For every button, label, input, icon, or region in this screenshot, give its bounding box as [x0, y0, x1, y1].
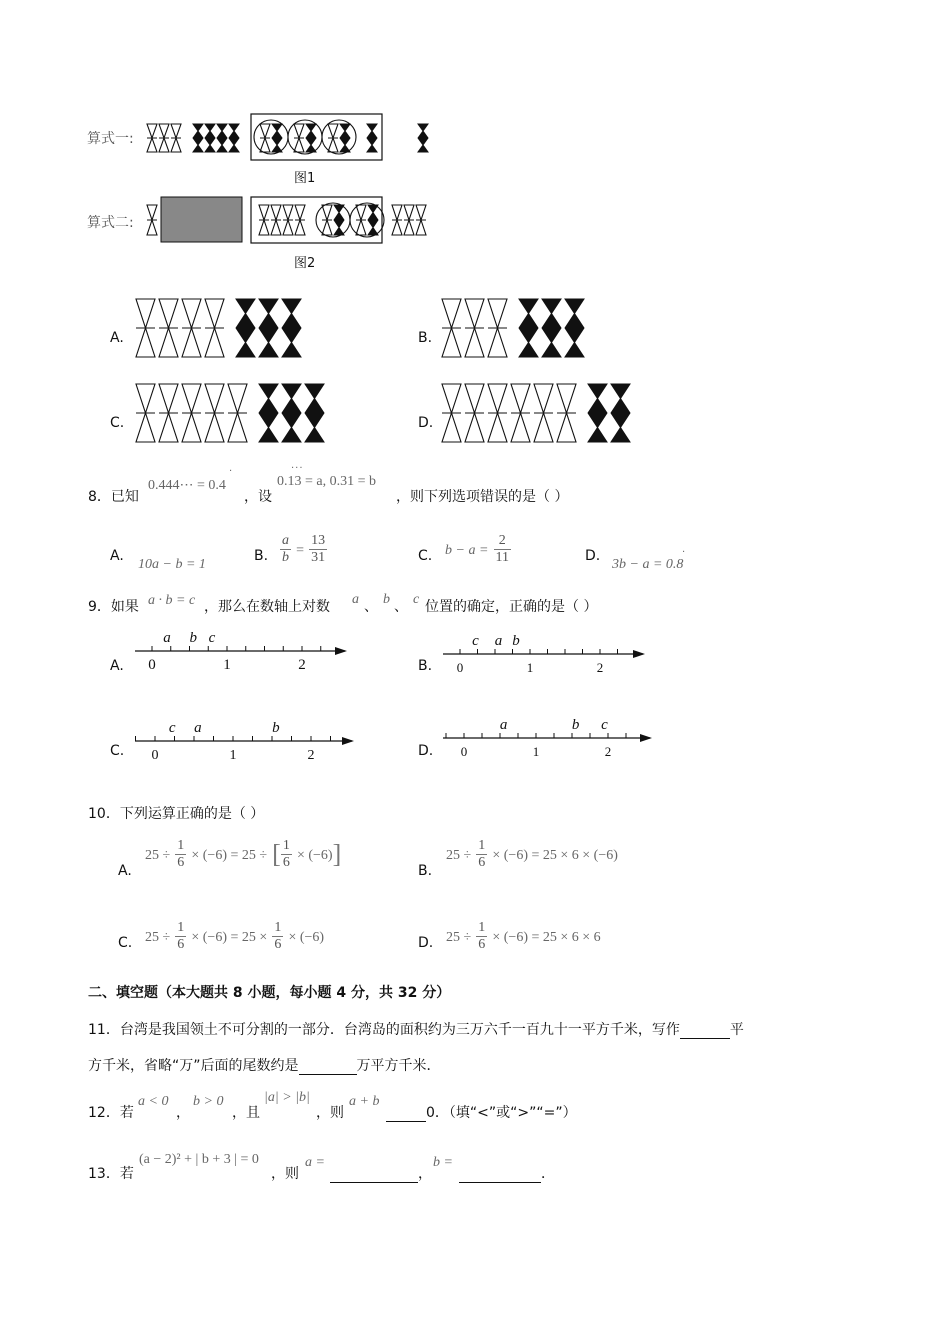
q8b-rhs-den: 31	[311, 550, 326, 565]
hollow-hourglass-icon	[404, 205, 414, 235]
q13-math-2: a =	[305, 1155, 325, 1170]
q10-option-b-expr[interactable]	[446, 838, 618, 871]
q10d-end: × (−6) = 25 × 6 × 6	[492, 930, 601, 945]
q10c-num2: 1	[274, 920, 282, 935]
solid-diamond-icon	[542, 299, 561, 357]
q10a-num2: 1	[282, 838, 290, 853]
tick-label: 0	[151, 748, 159, 763]
q13-math-1: (a − 2)² + | b + 3 | = 0	[139, 1152, 259, 1167]
hollow-hourglass-icon	[147, 124, 157, 152]
q9-number: 9．	[88, 599, 111, 615]
solid-diamond-icon	[282, 299, 301, 357]
hollow-hourglass-icon	[442, 384, 461, 442]
hollow-hourglass-icon	[182, 299, 201, 357]
q8-repeat-dots-2: ···	[291, 463, 304, 474]
point-label-c: c	[472, 633, 479, 649]
q13-stem-start	[88, 1163, 134, 1183]
q8d-repeat-dot: ·	[682, 547, 686, 558]
fig1-hollow-group	[147, 124, 181, 152]
q9-text-1: 如果	[110, 599, 139, 615]
solid-diamond-icon	[217, 124, 227, 152]
q10-option-a-expr[interactable]	[145, 838, 341, 871]
solid-diamond-icon	[519, 299, 538, 357]
q10a-mid: × (−6) = 25 ÷	[191, 848, 268, 863]
q13-blank-a[interactable]	[330, 1167, 418, 1183]
axis-arrow-icon	[633, 650, 645, 658]
hollow-hourglass-icon	[465, 384, 484, 442]
fig2-hollow-single	[147, 205, 157, 235]
q10c-mid: × (−6) = 25 ×	[191, 930, 268, 945]
solid-diamond-icon	[418, 124, 428, 152]
q10-option-d-letter[interactable]: D.	[418, 935, 434, 951]
section-2-heading: 二、填空题（本大题共 8 小题，每小题 4 分，共 32 分）	[88, 985, 451, 1001]
fig1-box-content	[254, 120, 377, 154]
q9-var-b: b	[383, 592, 390, 607]
q8c-rhs-num: 2	[494, 533, 511, 550]
q9-stem-start	[88, 596, 139, 616]
hollow-hourglass-icon	[147, 205, 157, 235]
q10a-bracket-open: [	[272, 839, 281, 869]
solid-diamond-icon	[340, 124, 350, 152]
q8b-lhs-num: a	[282, 533, 289, 548]
q7-option-b-figure[interactable]	[441, 297, 671, 359]
q11-text-1-end: 平	[729, 1022, 744, 1038]
solid-diamond-icon	[236, 299, 255, 357]
q12-text-4: ，则	[316, 1105, 344, 1121]
fig1-solid-group	[193, 124, 239, 152]
figure-1-caption: 图1	[294, 171, 316, 186]
q9-math-1: a · b = c	[148, 593, 196, 608]
q12-tail	[386, 1102, 577, 1122]
q12-math-3: |a| > |b|	[264, 1090, 310, 1105]
q12-text-5: 0．（填“<”或“>”“=”）	[426, 1105, 577, 1121]
q10c-end: × (−6)	[288, 930, 325, 945]
q10c-den2: 6	[274, 937, 282, 952]
hollow-hourglass-icon	[465, 299, 484, 357]
q12-text-2: ，	[176, 1105, 190, 1121]
q8-text-2: ，设	[244, 489, 272, 505]
solid-diamond-icon	[334, 205, 344, 235]
hollow-hourglass-icon	[416, 205, 426, 235]
solid-diamond-icon	[565, 299, 584, 357]
q9-option-a-numberline[interactable]	[130, 624, 360, 678]
tick-label: 2	[604, 744, 612, 759]
q10a-left: 25 ÷	[145, 848, 171, 863]
fig2-box-content	[259, 203, 384, 237]
q10a-den2: 6	[282, 855, 290, 870]
tick-label: 1	[532, 744, 540, 759]
q7-option-c-figure[interactable]	[135, 382, 365, 444]
hollow-hourglass-icon	[136, 299, 155, 357]
q9-var-a: a	[352, 592, 359, 607]
hollow-hourglass-icon	[557, 384, 576, 442]
q9-option-c-numberline[interactable]	[130, 713, 365, 765]
point-label-b: b	[189, 630, 197, 646]
hollow-hourglass-icon	[283, 205, 293, 235]
tick-label: 1	[223, 657, 231, 673]
q12-math-2: b > 0	[193, 1094, 224, 1109]
q7-option-b-letter[interactable]: B.	[418, 330, 433, 346]
q9-option-c-letter[interactable]: C.	[110, 743, 125, 759]
hollow-hourglass-icon	[260, 124, 270, 152]
fig1-extra-solid	[418, 124, 428, 152]
q10b-left: 25 ÷	[446, 848, 472, 863]
q9-option-b-numberline[interactable]	[438, 628, 658, 678]
q9-option-d-letter[interactable]: D.	[418, 743, 434, 759]
q10b-end: × (−6) = 25 × 6 × (−6)	[492, 848, 618, 863]
hollow-hourglass-icon	[488, 299, 507, 357]
q10c-left: 25 ÷	[145, 930, 171, 945]
formula-two-label: 算式二:	[87, 215, 134, 231]
q9-text-3: 位置的确定，正确的是（ ）	[425, 599, 598, 615]
q10-option-d-expr[interactable]	[446, 920, 601, 953]
q8-option-b-letter[interactable]: B.	[254, 548, 269, 564]
q8c-lhs: b − a =	[445, 543, 489, 558]
hollow-hourglass-icon	[271, 205, 281, 235]
q10c-den: 6	[177, 937, 185, 952]
q10-stem	[88, 803, 264, 823]
hollow-hourglass-icon	[295, 205, 305, 235]
q10-option-a-letter[interactable]: A.	[118, 863, 132, 879]
q10-option-c-expr[interactable]	[145, 920, 324, 953]
q9-option-b-letter[interactable]: B.	[418, 658, 433, 674]
q7-option-c-letter[interactable]: C.	[110, 415, 125, 431]
q13-text-2: ，则	[271, 1166, 299, 1182]
hollow-hourglass-icon	[259, 205, 269, 235]
q7-option-d-letter[interactable]: D.	[418, 415, 434, 431]
q11-text-1: 台湾是我国领土不可分割的一部分．台湾岛的面积约为三万六千一百九十一平方千米，写作	[119, 1022, 680, 1038]
q8-option-b-expr[interactable]	[280, 533, 327, 566]
group-circle	[254, 120, 288, 154]
tick-label: 2	[596, 660, 604, 675]
fig2-shaded-rect	[161, 197, 242, 242]
q8-option-d-expr[interactable]: 3b − a = 0.8	[612, 557, 684, 572]
hollow-hourglass-icon	[159, 299, 178, 357]
q12-text-1: 若	[119, 1105, 134, 1121]
hollow-hourglass-icon	[205, 384, 224, 442]
group-circle	[350, 203, 384, 237]
axis-arrow-icon	[335, 647, 347, 655]
q11-blank-1[interactable]	[680, 1023, 730, 1039]
q8-repeat-dot: ·	[229, 466, 233, 477]
q8-option-c-expr[interactable]	[445, 533, 511, 566]
point-label-c: c	[601, 717, 608, 733]
formula-one-label: 算式一:	[87, 131, 134, 147]
solid-diamond-icon	[272, 124, 282, 152]
solid-diamond-icon	[282, 384, 301, 442]
q8c-rhs-den: 11	[495, 550, 509, 565]
fig2-extra-hollow	[392, 205, 426, 235]
hollow-hourglass-icon	[136, 384, 155, 442]
solid-diamond-icon	[368, 205, 378, 235]
q11-blank-2[interactable]	[299, 1059, 357, 1075]
q8-text-3: ，则下列选项错误的是（ ）	[396, 489, 569, 505]
point-label-c: c	[208, 630, 216, 646]
q8-stem	[88, 486, 139, 506]
point-label-b: b	[512, 633, 520, 649]
q12-math-4: a + b	[349, 1094, 380, 1109]
q8-number: 8．	[88, 489, 111, 505]
q12-text-3: ，且	[232, 1105, 260, 1121]
tick-label: 1	[526, 660, 534, 675]
group-circle	[316, 203, 350, 237]
tick-label: 0	[456, 660, 464, 675]
q9-sep-1: 、	[364, 599, 378, 615]
tick-label: 2	[307, 748, 315, 763]
q13-text-4: ．	[541, 1166, 555, 1182]
solid-diamond-icon	[306, 124, 316, 152]
q9-var-c: c	[413, 592, 420, 607]
q13-text-3: ，	[418, 1166, 432, 1182]
solid-diamond-icon	[259, 299, 278, 357]
point-label-a: a	[494, 633, 503, 649]
q13-blank-2-wrap	[459, 1163, 555, 1183]
hollow-hourglass-icon	[328, 124, 338, 152]
q8-option-d-letter[interactable]: D.	[585, 548, 601, 564]
q8-math-2: 0.13 = a, 0.31 = b	[277, 474, 377, 489]
solid-diamond-icon	[205, 124, 215, 152]
q13-blank-b[interactable]	[459, 1167, 541, 1183]
q9-option-a-letter[interactable]: A.	[110, 658, 124, 674]
hollow-hourglass-icon	[392, 205, 402, 235]
q8-text-1: 已知	[110, 489, 139, 505]
q10-option-c-letter[interactable]: C.	[118, 935, 133, 951]
q10b-num: 1	[478, 838, 486, 853]
q10b-den: 6	[478, 855, 486, 870]
point-label-a: a	[163, 630, 171, 646]
hollow-hourglass-icon	[511, 384, 530, 442]
q9-text-2: ，那么在数轴上对数	[204, 599, 330, 615]
q8-option-a-expr[interactable]: 10a − b = 1	[138, 557, 206, 572]
q9-option-d-numberline[interactable]	[438, 710, 663, 764]
q8-option-a-letter[interactable]: A.	[110, 548, 124, 564]
axis-arrow-icon	[342, 737, 354, 745]
figure-2-caption: 图2	[294, 256, 316, 271]
q7-option-a-letter[interactable]: A.	[110, 330, 124, 346]
q10-number: 10．	[88, 806, 120, 822]
solid-diamond-icon	[305, 384, 324, 442]
q10a-num: 1	[177, 838, 185, 853]
figure-2	[145, 195, 445, 245]
q8b-equals: =	[296, 543, 304, 558]
hollow-hourglass-icon	[228, 384, 247, 442]
point-label-a: a	[194, 720, 202, 736]
point-label-b: b	[571, 717, 580, 733]
q12-math-1: a < 0	[138, 1094, 169, 1109]
solid-diamond-icon	[193, 124, 203, 152]
solid-diamond-icon	[611, 384, 630, 442]
hollow-hourglass-icon	[294, 124, 304, 152]
group-circle	[288, 120, 322, 154]
group-circle	[322, 120, 356, 154]
fig1-box	[251, 114, 382, 160]
q10d-den: 6	[478, 937, 486, 952]
q8b-lhs-den: b	[282, 550, 289, 565]
hollow-hourglass-icon	[171, 124, 181, 152]
solid-diamond-icon	[229, 124, 239, 152]
q10-text: 下列运算正确的是（ ）	[119, 806, 265, 822]
point-label-a: a	[499, 717, 508, 733]
tick-label: 0	[460, 744, 468, 759]
q13-blank-1-wrap	[330, 1163, 432, 1183]
point-label-b: b	[272, 720, 280, 736]
hollow-hourglass-icon	[159, 384, 178, 442]
figure-1	[145, 112, 445, 162]
q10-option-b-letter[interactable]: B.	[418, 863, 433, 879]
q13-text-1: 若	[119, 1166, 134, 1182]
hollow-hourglass-icon	[205, 299, 224, 357]
hollow-hourglass-icon	[182, 384, 201, 442]
q10a-den: 6	[177, 855, 185, 870]
q10a-end: × (−6)	[296, 848, 333, 863]
q7-option-a-figure[interactable]	[135, 297, 365, 359]
q10d-left: 25 ÷	[446, 930, 472, 945]
q10d-num: 1	[478, 920, 486, 935]
solid-diamond-icon	[588, 384, 607, 442]
q11-text-2a: 方千米，省略“万”后面的尾数约是	[88, 1058, 299, 1074]
q8b-rhs-num: 13	[311, 533, 326, 548]
q8-math-1: 0.444⋯ = 0.4	[148, 478, 226, 493]
q13-math-3: b =	[433, 1155, 453, 1170]
q10a-bracket-close: ]	[332, 839, 342, 869]
q11-line-1	[88, 1019, 744, 1039]
q13-number: 13．	[88, 1166, 120, 1182]
q11-number: 11．	[88, 1022, 120, 1038]
solid-diamond-icon	[367, 124, 377, 152]
hollow-hourglass-icon	[534, 384, 553, 442]
hollow-hourglass-icon	[442, 299, 461, 357]
hollow-hourglass-icon	[488, 384, 507, 442]
q12-blank[interactable]	[386, 1106, 426, 1122]
q7-option-d-figure[interactable]	[441, 382, 671, 444]
hollow-hourglass-icon	[159, 124, 169, 152]
q8-option-c-letter[interactable]: C.	[418, 548, 433, 564]
tick-label: 2	[298, 657, 306, 673]
q11-text-2b: 万平方千米．	[356, 1058, 441, 1074]
hollow-hourglass-icon	[322, 205, 332, 235]
tick-label: 1	[229, 748, 237, 763]
q10c-num: 1	[177, 920, 185, 935]
solid-diamond-icon	[259, 384, 278, 442]
tick-label: 0	[148, 657, 156, 673]
q12-number: 12．	[88, 1105, 120, 1121]
q12-stem-start	[88, 1102, 134, 1122]
hollow-hourglass-icon	[356, 205, 366, 235]
axis-arrow-icon	[640, 734, 652, 742]
q11-line-2	[88, 1055, 441, 1075]
q9-sep-2: 、	[394, 599, 408, 615]
point-label-c: c	[168, 720, 176, 736]
